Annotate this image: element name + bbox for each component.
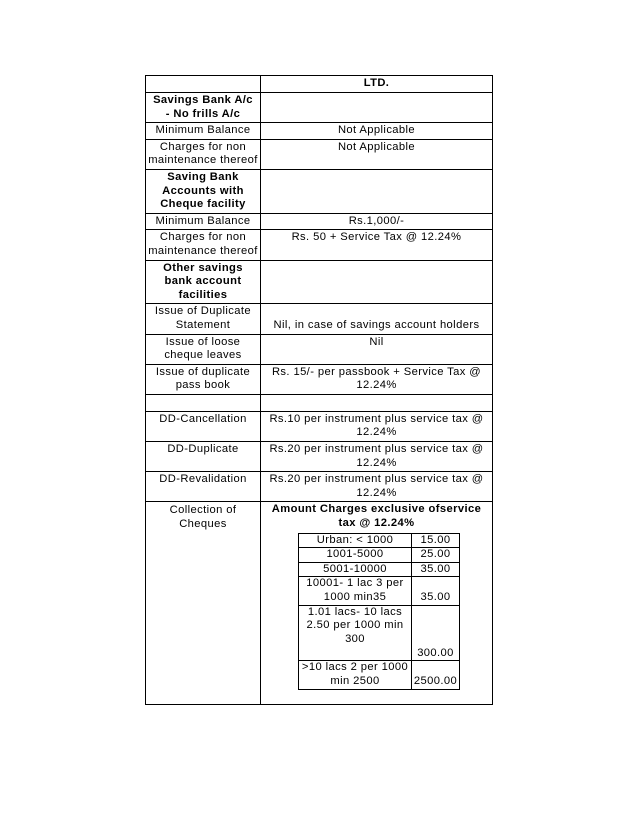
table-row <box>146 411 493 441</box>
table-row <box>146 139 493 169</box>
row-label: Minimum Balance <box>146 123 261 140</box>
row-value: Nil <box>261 334 493 364</box>
service-charges-table <box>145 75 493 705</box>
empty-cell <box>261 394 493 411</box>
slab-row <box>299 577 460 605</box>
spacer-row <box>146 394 493 411</box>
slab-row <box>299 548 460 563</box>
row-label: DD-Duplicate <box>146 442 261 472</box>
row-value: Nil, in case of savings account holders <box>261 304 493 334</box>
section-title-row <box>146 93 493 123</box>
collection-slab-table <box>298 533 460 690</box>
collection-label-text: Collection of Cheques <box>169 504 237 531</box>
empty-cell <box>261 93 493 123</box>
slab-charge: 2500.00 <box>412 661 460 689</box>
section-title-line: Other savings <box>163 261 243 274</box>
slab-amount: 1.01 lacs- 10 lacs 2.50 per 1000 min 300 <box>299 605 412 661</box>
bank-name-cell: LTD. <box>261 76 493 93</box>
row-label: Issue of duplicate pass book <box>146 364 261 394</box>
row-value: Not Applicable <box>261 139 493 169</box>
slab-amount: 5001-10000 <box>299 562 412 577</box>
table-row <box>146 123 493 140</box>
slab-row <box>299 605 460 661</box>
row-value: Rs.1,000/- <box>261 213 493 230</box>
table-row <box>146 442 493 472</box>
collection-row <box>146 502 493 704</box>
slab-row <box>299 533 460 548</box>
row-value: Rs.20 per instrument plus service tax @ 12.24% <box>261 442 493 472</box>
slab-amount: Urban: < 1000 <box>299 533 412 548</box>
section-title-line: Cheque facility <box>160 198 246 211</box>
slab-charge: 15.00 <box>412 533 460 548</box>
slab-row <box>299 661 460 689</box>
header-row <box>146 76 493 93</box>
row-label: Charges for non maintenance thereof <box>146 139 261 169</box>
slab-charge: 25.00 <box>412 548 460 563</box>
section-title-line: Savings Bank A/c <box>153 94 253 106</box>
section-title <box>146 169 261 213</box>
collection-label <box>146 502 261 704</box>
table-row <box>146 230 493 260</box>
row-label: DD-Cancellation <box>146 411 261 441</box>
row-value: Rs. 15/- per passbook + Service Tax @ 12.24% <box>261 364 493 394</box>
row-label: Issue of loose cheque leaves <box>146 334 261 364</box>
section-title-line: bank account <box>164 275 242 288</box>
section-title-line: Accounts with <box>162 184 244 197</box>
collection-heading: Amount Charges exclusive ofservice tax @ 12.24% <box>271 503 482 530</box>
section-title-row <box>146 260 493 304</box>
slab-charge: 35.00 <box>412 562 460 577</box>
row-value: Rs.20 per instrument plus service tax @ 12.24% <box>261 472 493 502</box>
slab-amount: >10 lacs 2 per 1000 min 2500 <box>299 661 412 689</box>
slab-charge: 300.00 <box>412 605 460 661</box>
empty-cell <box>261 260 493 304</box>
section-title-line: Saving Bank <box>167 170 239 183</box>
row-label: Charges for non maintenance thereof <box>146 230 261 260</box>
table-row <box>146 334 493 364</box>
row-label: Minimum Balance <box>146 213 261 230</box>
charges-document <box>145 75 489 705</box>
table-row <box>146 364 493 394</box>
header-blank-cell <box>146 76 261 93</box>
row-value: Rs. 50 + Service Tax @ 12.24% <box>261 230 493 260</box>
collection-cell <box>261 502 493 704</box>
table-row <box>146 472 493 502</box>
section-title <box>146 93 261 123</box>
section-title-line: facilities <box>178 288 228 301</box>
section-title <box>146 260 261 304</box>
section-title-row <box>146 169 493 213</box>
slab-charge: 35.00 <box>412 577 460 605</box>
table-row <box>146 304 493 334</box>
slab-row <box>299 562 460 577</box>
slab-amount: 10001- 1 lac 3 per 1000 min35 <box>299 577 412 605</box>
empty-cell <box>261 169 493 213</box>
section-title-line: - No frills A/c <box>165 107 241 120</box>
row-value: Rs.10 per instrument plus service tax @ 12.24% <box>261 411 493 441</box>
table-row <box>146 213 493 230</box>
empty-cell <box>146 394 261 411</box>
row-label: Issue of Duplicate Statement <box>146 304 261 334</box>
row-value: Not Applicable <box>261 123 493 140</box>
slab-amount: 1001-5000 <box>299 548 412 563</box>
row-label: DD-Revalidation <box>146 472 261 502</box>
